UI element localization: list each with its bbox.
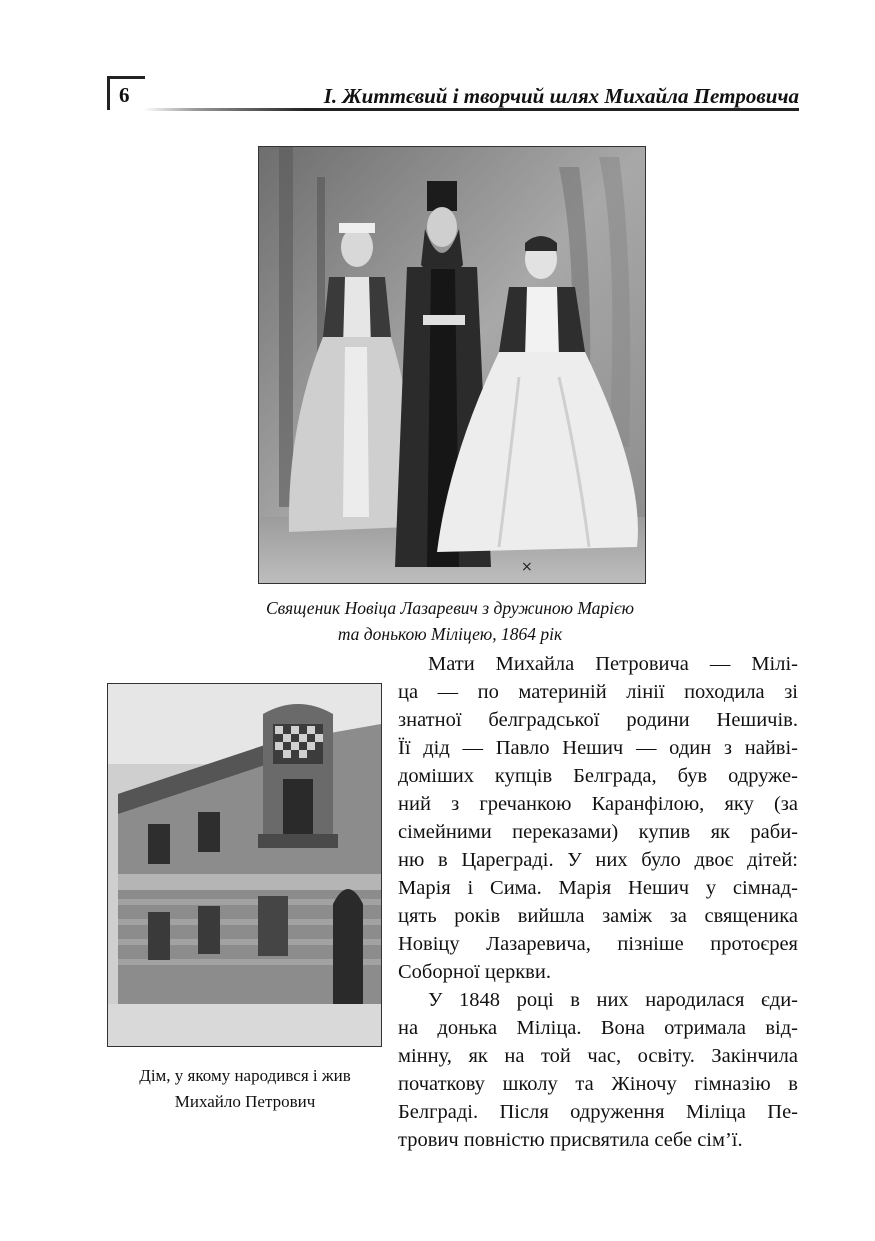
figure1-caption-line: та донькою Міліцею, 1864 рік [337,624,563,644]
header-rule [143,108,799,111]
text-line: на донька Міліца. Вона отримала від- [398,1017,798,1039]
text-line: доміших купців Белграда, був одруже- [398,765,798,787]
chapter-title: І. Життєвий і творчий шлях Михайла Петровича [323,84,799,108]
text-line: ца — по материній лінії походила зі [398,681,798,703]
text-line: трович повністю присвятила себе сім’ї. [398,1129,743,1151]
figure2-caption [95,1063,395,1115]
page-number: 6 [119,83,130,107]
figure2-caption-line: Михайло Петрович [174,1092,316,1111]
text-line: ний з гречанкою Каранфілою, яку (за [398,793,798,815]
running-header [107,76,799,112]
text-line: Соборної церкви. [398,961,551,983]
house-photo [107,683,382,1047]
family-portrait-photo [258,146,646,584]
paragraph [398,986,798,1154]
text-line: початкову школу та Жіночу гімназію в [398,1073,798,1095]
figure1-caption-line: Священик Новіца Лазаревич з дружиною Марією [265,598,635,618]
body-text [398,650,798,1154]
text-line: Мати Михайла Петровича — Мілі- [428,653,798,675]
text-line: сімейними переказами) купив як раби- [398,821,798,843]
text-line: Белграді. Після одруження Міліца Пе- [398,1101,798,1123]
figure2-caption-line: Дім, у якому народився і жив [139,1066,351,1085]
text-line: У 1848 році в них народилася єди- [428,989,798,1011]
text-line: Її дід — Павло Нешич — один з найві- [398,737,798,759]
text-line: Новіцу Лазаревича, пізніше протоєрея [398,933,798,955]
text-line: цять років вийшла заміж за священика [398,905,798,927]
svg-text:×: × [521,559,533,575]
text-line: мінну, як на той час, освіту. Закінчила [398,1045,798,1067]
text-line: знатної белградської родини Нешичів. [398,709,798,731]
text-line: ню в Цареграді. У них було двоє дітей: [398,849,798,871]
paragraph [398,650,798,986]
figure1-caption [200,595,700,647]
text-line: Марія і Сима. Марія Нешич у сімнад- [398,877,798,899]
